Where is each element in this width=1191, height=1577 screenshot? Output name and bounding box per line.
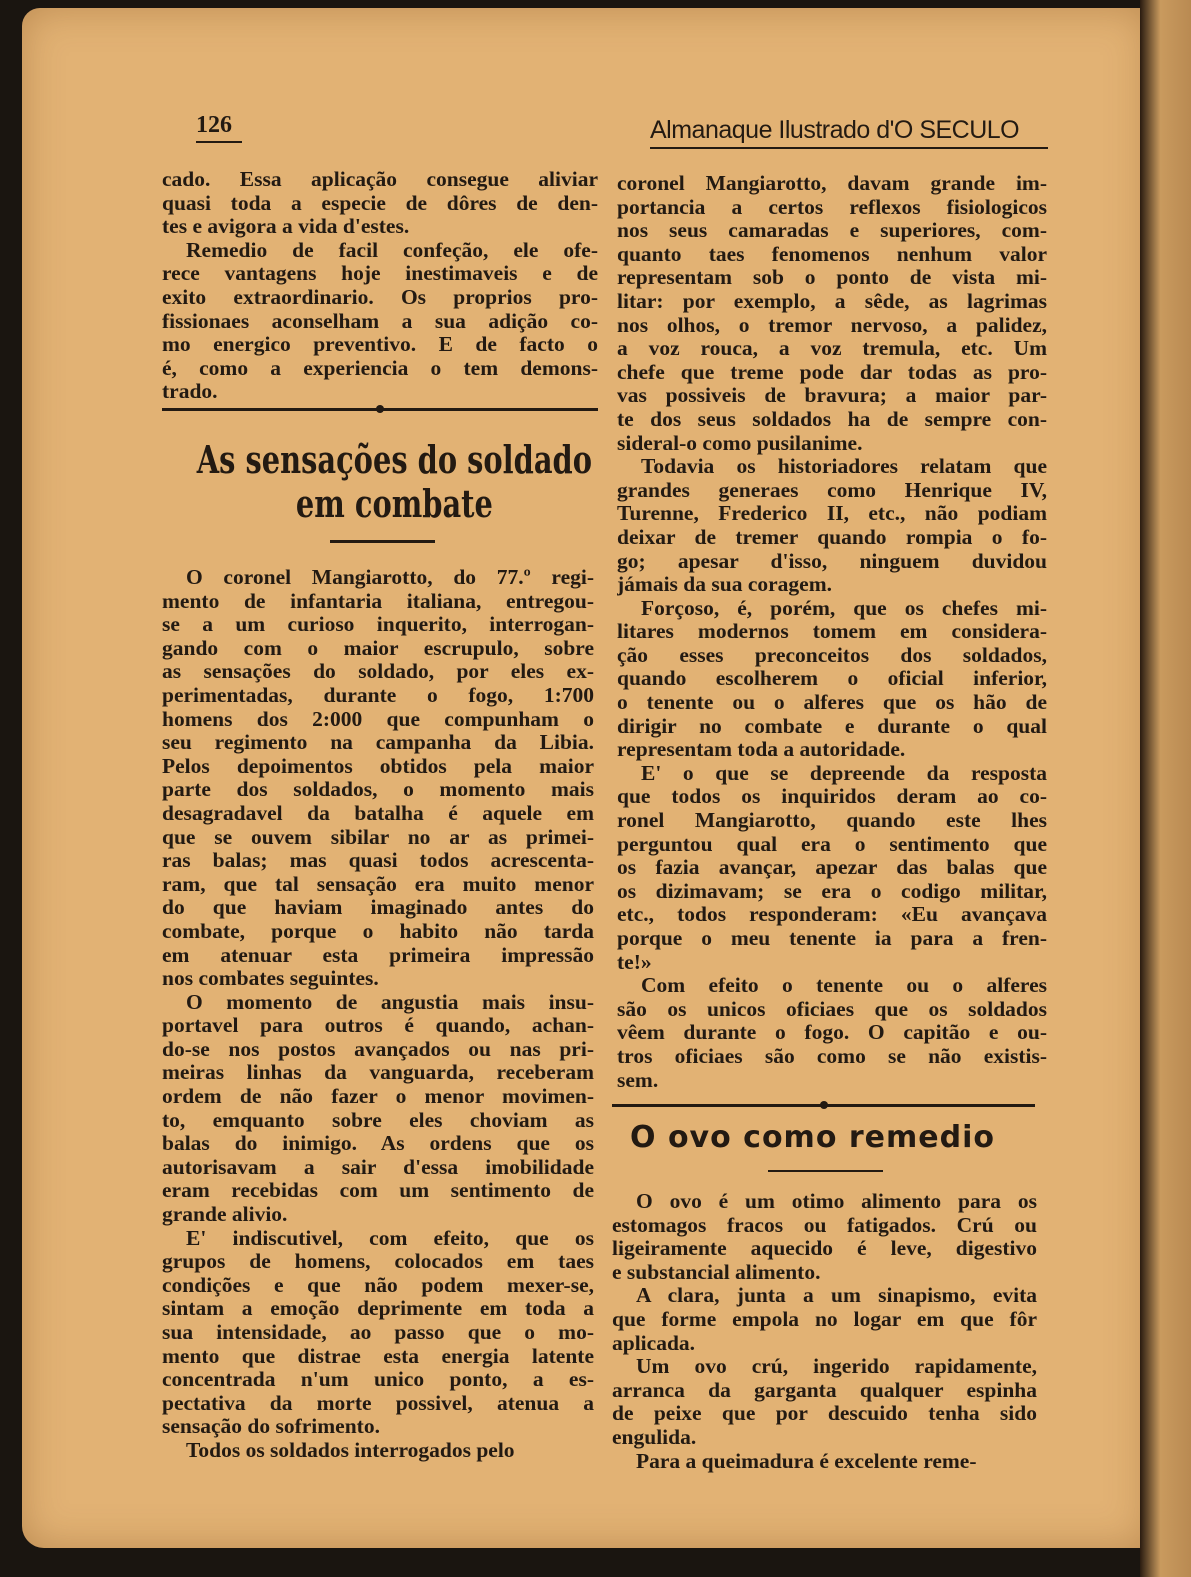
text-line: engulida. — [612, 1425, 697, 1449]
text-line: arranca da garganta qualquer espinha — [612, 1378, 1037, 1402]
text-line: concentrada n'um unico ponto, a es- — [162, 1368, 594, 1392]
text-line: quasi toda a especie de dôres de den- — [162, 191, 598, 215]
article2-title: O ovo como remedio — [630, 1120, 995, 1155]
text-line: ram, que tal sensação era muito menor — [162, 872, 594, 896]
text-line: O momento de angustia mais insu- — [186, 990, 594, 1014]
text-line: Forçoso, é, porém, que os chefes mi- — [641, 596, 1047, 620]
text-line: E' o que se depreende da resposta — [641, 761, 1047, 785]
text-line: a voz rouca, a voz tremula, etc. Um — [617, 337, 1047, 361]
text-line: ordem de não fazer o menor movimen- — [162, 1085, 594, 1109]
text-line: representam toda a autoridade. — [617, 738, 906, 762]
text-line: Para a queimadura é excelente reme- — [636, 1449, 977, 1473]
text-line: etc., todos responderam: «Eu avançava — [617, 903, 1047, 927]
text-line: autorisavam a sair d'essa imobilidade — [162, 1155, 594, 1179]
text-line: sensação do sofrimento. — [162, 1415, 380, 1439]
text-line: Com efeito o tenente ou o alferes — [641, 974, 1047, 998]
text-line: combate, porque o habito não tarda — [162, 919, 594, 943]
text-line: jámais da sua coragem. — [617, 573, 832, 597]
text-line: é, como a experiencia o tem demons- — [162, 356, 598, 380]
text-line: nos seus camaradas e superiores, com- — [617, 219, 1047, 243]
text-line: ronel Mangiarotto, quando este lhes — [617, 809, 1047, 833]
text-line: ligeiramente aquecido é leve, digestivo — [612, 1237, 1037, 1261]
text-line: porque o meu tenente ia para a fren- — [617, 927, 1047, 950]
text-line: litares modernos tomem em considera- — [617, 620, 1047, 644]
text-line: se a um curioso inquerito, interrogan- — [162, 613, 594, 637]
book-spine — [1140, 0, 1191, 1577]
text-line: grande alivio. — [162, 1203, 288, 1227]
article-title-line-1: As sensações do soldado — [196, 437, 593, 482]
text-line: são os unicos oficiaes que os soldados — [617, 997, 1047, 1021]
text-line: quanto taes fenomenos nenhum valor — [617, 242, 1047, 266]
text-line: que forme empola no logar em que fôr — [612, 1307, 1037, 1331]
text-line: representam sob o ponto de vista mi- — [617, 266, 1047, 290]
text-line: chefe que treme pode dar todas as pro- — [617, 360, 1047, 384]
text-line: A clara, junta a um sinapismo, evita — [636, 1284, 1037, 1308]
text-line: ção esses preconceitos dos soldados, — [617, 643, 1047, 667]
text-line: deixar de tremer quando rompia o fo- — [617, 525, 1047, 549]
text-line: nos combates seguintes. — [162, 967, 379, 991]
text-line: Pelos depoimentos obtidos pela maior — [162, 754, 594, 778]
article-title-line-2: em combate — [295, 481, 493, 526]
text-line: de peixe que por descuido tenha sido — [612, 1402, 1037, 1426]
text-line: sideral-o como pusilanime. — [617, 431, 863, 455]
text-line: exito extraordinario. Os proprios pro- — [162, 285, 598, 309]
text-line: os fazia avançar, apezar das balas que — [617, 856, 1047, 880]
text-line: quando escolherem o oficial inferior, — [617, 667, 1047, 691]
intro-text — [162, 168, 598, 404]
article2-text — [612, 1190, 1037, 1473]
text-line: go; apesar d'isso, ninguem duvidou — [617, 549, 1047, 573]
text-line: sintam a emoção deprimente em toda a — [162, 1297, 594, 1321]
text-line: gando com o maior escrupulo, sobre — [162, 636, 594, 660]
text-line: O ovo é um otimo alimento para os — [636, 1190, 1037, 1213]
text-line: litar: por exemplo, a sêde, as lagrimas — [617, 289, 1047, 313]
text-line: os dizimavam; se era o codigo militar, — [617, 879, 1047, 903]
text-line: o tenente ou o alferes que os hão de — [617, 691, 1047, 715]
text-line: tros oficiaes são como se não existis- — [617, 1044, 1047, 1068]
text-line: aplicada. — [612, 1331, 696, 1355]
text-line: condições e que não podem mexer-se, — [162, 1273, 594, 1297]
text-line: seu regimento na campanha da Libia. — [162, 731, 594, 755]
text-line: dirigir no combate e durante o qual — [617, 714, 1047, 738]
text-line: ras balas; mas quasi todos acrescenta- — [162, 849, 594, 873]
text-line: do-se nos postos avançados ou nas pri- — [162, 1037, 594, 1061]
text-line: desagradavel da batalha é aquele em — [162, 801, 594, 825]
article-left-column — [162, 566, 594, 1463]
text-line: tes e avigora a vida d'estes. — [162, 215, 410, 239]
text-line: e substancial alimento. — [612, 1260, 821, 1284]
text-line: grupos de homens, colocados em taes — [162, 1250, 594, 1274]
text-line: te!» — [617, 950, 652, 974]
text-line: balas do inimigo. As ordens que os — [162, 1132, 594, 1156]
text-line: eram recebidas com um sentimento de — [162, 1179, 594, 1203]
text-line: cado. Essa aplicação consegue aliviar — [162, 168, 598, 191]
text-line: Remedio de facil confeção, ele ofe- — [186, 238, 598, 262]
text-line: Turenne, Frederico II, etc., não podiam — [617, 502, 1047, 526]
text-line: sem. — [617, 1068, 659, 1092]
text-line: do que haviam imaginado antes do — [162, 896, 594, 920]
text-line: nos olhos, o tremor nervoso, a palidez, — [617, 313, 1047, 337]
text-line: mento de infantaria italiana, entregou- — [162, 589, 594, 613]
article-right-column — [617, 172, 1047, 1092]
text-line: homens dos 2:000 que compunham o — [162, 707, 594, 731]
text-line: estomagos fracos ou fatigados. Crú ou — [612, 1213, 1037, 1237]
text-line: mo energico preventivo. E de facto o — [162, 333, 598, 357]
text-line: que se ouvem sibilar no ar as primei- — [162, 825, 594, 849]
text-line: parte dos soldados, o momento mais — [162, 778, 594, 802]
text-line: Todavia os historiadores relatam que — [641, 455, 1047, 479]
text-line: sua intensidade, ao passo que o mo- — [162, 1321, 594, 1344]
text-line: mento que distrae esta energia latente — [162, 1344, 594, 1368]
text-line: perimentadas, durante o fogo, 1:700 — [162, 683, 594, 707]
text-line: coronel Mangiarotto, davam grande im- — [617, 172, 1047, 195]
text-line: fissionaes aconselham a sua adição co- — [162, 309, 598, 333]
text-line: meiras linhas da vanguarda, receberam — [162, 1061, 594, 1085]
text-line: portavel para outros é quando, achan- — [162, 1014, 594, 1038]
text-line: to, emquanto sobre eles choviam as — [162, 1108, 594, 1132]
text-line: trado. — [162, 380, 218, 404]
text-line: em atenuar esta primeira impressão — [162, 943, 594, 967]
text-line: vas possiveis de bravura; a maior par- — [617, 384, 1047, 408]
section-divider — [162, 408, 598, 411]
text-line: as sensações do soldado, por eles ex- — [162, 660, 594, 684]
text-line: que todos os inquiridos deram ao co- — [617, 785, 1047, 809]
text-line: pectativa da morte possivel, atenua a — [162, 1391, 594, 1415]
text-line: O coronel Mangiarotto, do 77.º regi- — [186, 566, 594, 589]
text-line: E' indiscutivel, com efeito, que os — [186, 1226, 594, 1250]
text-line: rece vantagens hoje inestimaveis e de — [162, 262, 598, 286]
text-line: perguntou qual era o sentimento que — [617, 832, 1047, 856]
title-underline — [330, 540, 435, 543]
running-title: Almanaque Ilustrado d'O SECULO — [650, 116, 1048, 149]
text-line: te dos seus soldados ha de sempre con- — [617, 407, 1047, 431]
title-underline — [768, 1170, 883, 1172]
page-number: 126 — [196, 112, 242, 143]
text-line: portancia a certos reflexos fisiologicos — [617, 195, 1047, 219]
section-divider — [612, 1104, 1035, 1107]
text-line: grandes generaes como Henrique IV, — [617, 478, 1047, 502]
text-line: vêem durante o fogo. O capitão e ou- — [617, 1021, 1047, 1045]
text-line: Todos os soldados interrogados pelo — [186, 1438, 515, 1462]
text-line: Um ovo crú, ingerido rapidamente, — [636, 1355, 1037, 1379]
